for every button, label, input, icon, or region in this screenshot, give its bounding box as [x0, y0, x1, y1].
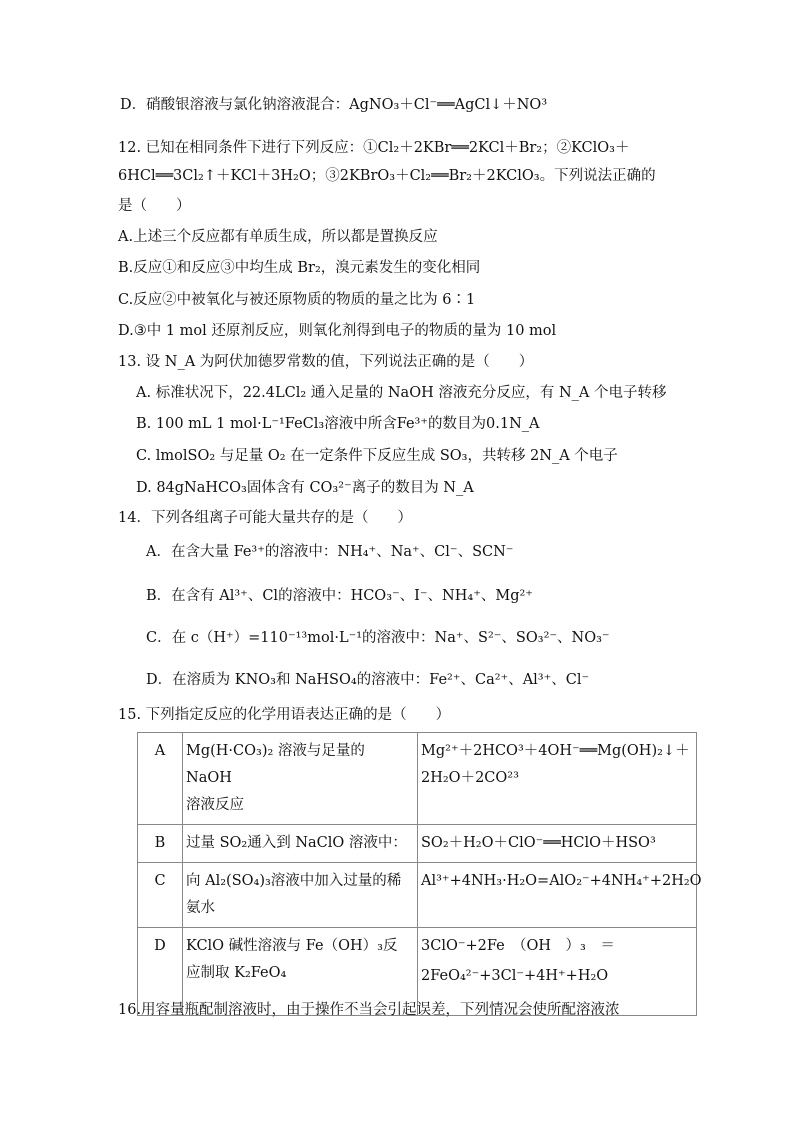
row-description: 向 Al₂(SO₄)₃溶液中加入过量的稀 氨水 [183, 863, 418, 928]
q13-stem: 13. 设 N_A 为阿伏加德罗常数的值，下列说法正确的是（ ） [118, 354, 534, 370]
row-description: KClO 碱性溶液与 Fe（OH）₃反 应制取 K₂FeO₄ [183, 928, 418, 1016]
table-row [138, 733, 697, 825]
row-label: D [138, 928, 183, 1016]
q13-option-b: B. 100 mL 1 mol·L⁻¹FeCl₃溶液中所含Fe³⁺的数目为0.1N_A [136, 416, 540, 432]
table-row [138, 863, 697, 928]
q14-option-a: A．在含大量 Fe³⁺的溶液中：NH₄⁺、Na⁺、Cl⁻、SCN⁻ [146, 544, 514, 560]
q15-options-table [137, 732, 702, 1016]
q12-option-b: B.反应①和反应③中均生成 Br₂，溴元素发生的变化相同 [118, 260, 481, 276]
row-description: Mg(H·CO₃)₂ 溶液与足量的 NaOH 溶液反应 [183, 733, 418, 825]
row-equation: Al³⁺+4NH₃·H₂O=AlO₂⁻+4NH₄⁺+2H₂O [418, 863, 697, 928]
q16-stem: 16.用容量瓶配制溶液时，由于操作不当会引起误差，下列情况会使所配溶液浓 [118, 1002, 620, 1018]
q12-stem-line1: 12. 已知在相同条件下进行下列反应：①Cl₂＋2KBr══2KCl＋Br₂；②KClO₃＋ [118, 140, 630, 156]
row-equation: SO₂＋H₂O＋ClO⁻══HClO＋HSO³ [418, 825, 697, 863]
q12-option-c: C.反应②中被氧化与被还原物质的物质的量之比为 6∶1 [118, 292, 476, 308]
q13-option-c: C. lmolSO₂ 与足量 O₂ 在一定条件下反应生成 SO₃，共转移 2N_A 个电子 [136, 448, 618, 464]
q13-option-d: D. 84gNaHCO₃固体含有 CO₃²⁻离子的数目为 N_A [136, 480, 474, 496]
q14-option-d: D．在溶质为 KNO₃和 NaHSO₄的溶液中：Fe²⁺、Ca²⁺、Al³⁺、Cl⁻ [146, 672, 590, 688]
q14-option-b: B．在含有 Al³⁺、Cl的溶液中：HCO₃⁻、I⁻、NH₄⁺、Mg²⁺ [146, 588, 533, 604]
q14-option-c: C．在 c（H⁺）=110⁻¹³mol·L⁻¹的溶液中：Na⁺、S²⁻、SO₃²⁻、NO₃⁻ [146, 630, 610, 646]
q13-option-a: A. 标准状况下，22.4LCl₂ 通入足量的 NaOH 溶液充分反应，有 N_A 个电子转移 [136, 385, 667, 401]
q12-option-d: D.③中 1 mol 还原剂反应，则氧化剂得到电子的物质的量为 10 mol [118, 323, 557, 339]
row-label: C [138, 863, 183, 928]
q12-option-a: A.上述三个反应都有单质生成，所以都是置换反应 [118, 229, 438, 245]
q12-stem-line3: 是（ ） [118, 198, 191, 214]
row-label: A [138, 733, 183, 825]
row-equation: Mg²⁺＋2HCO³＋4OH⁻══Mg(OH)₂↓＋ 2H₂O＋2CO²³ [418, 733, 697, 825]
q14-stem: 14．下列各组离子可能大量共存的是（ ） [118, 510, 412, 526]
q15-stem: 15. 下列指定反应的化学用语表达正确的是（ ） [118, 707, 451, 723]
q11-option-d: D．硝酸银溶液与氯化钠溶液混合：AgNO₃＋Cl⁻══AgCl↓＋NO³ [120, 97, 548, 113]
row-equation: 3ClO⁻+2Fe （OH ）₃ ＝ 2FeO₄²⁻+3Cl⁻+4H⁺+H₂O [418, 928, 697, 1016]
row-label: B [138, 825, 183, 863]
q12-stem-line2: 6HCl══3Cl₂↑＋KCl＋3H₂O；③2KBrO₃＋Cl₂══Br₂＋2KClO₃。下列说法正确的 [118, 168, 656, 184]
table-row [138, 825, 697, 863]
row-description: 过量 SO₂通入到 NaClO 溶液中： [183, 825, 418, 863]
